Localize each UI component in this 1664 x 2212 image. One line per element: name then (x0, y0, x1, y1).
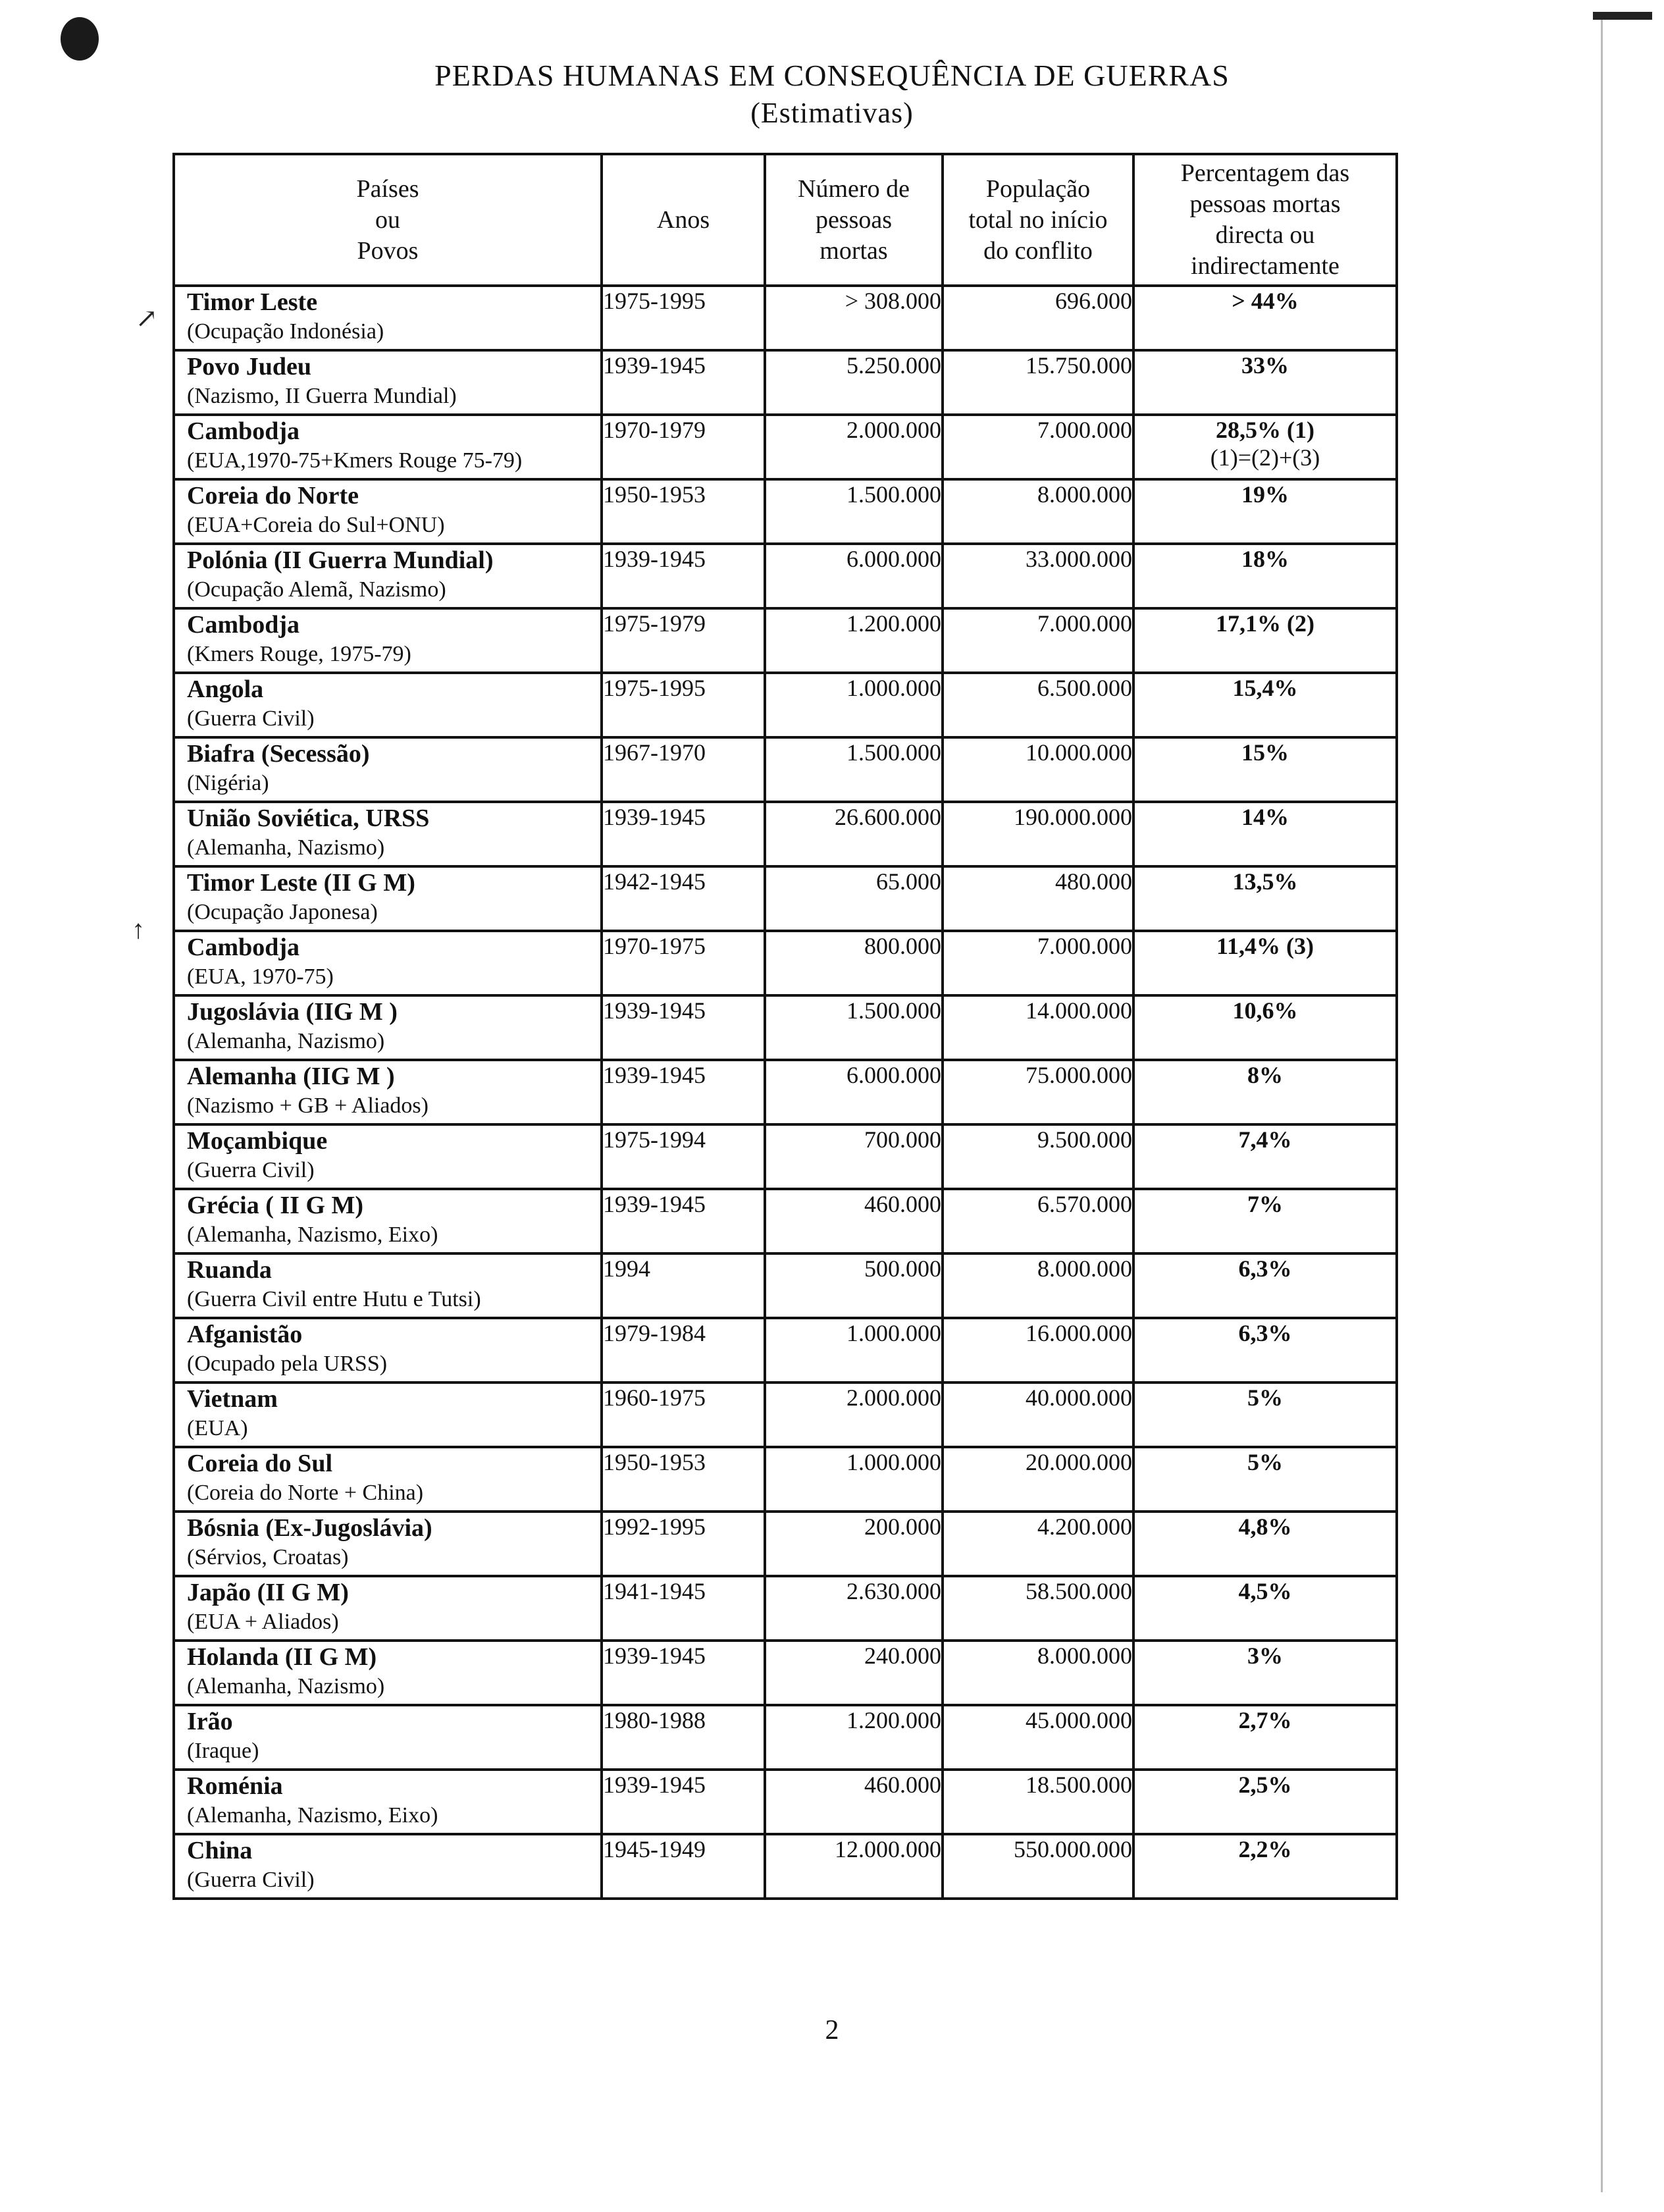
cell-deaths: 5.250.000 (765, 350, 943, 415)
cell-years: 1939-1945 (602, 995, 765, 1060)
cell-country (174, 737, 602, 802)
ink-blot (61, 17, 99, 61)
percentage-value: 11,4% (3) (1216, 933, 1314, 959)
cell-years: 1939-1945 (602, 1770, 765, 1834)
cell-percentage (1133, 1189, 1397, 1253)
percentage-value: 13,5% (1232, 868, 1298, 895)
country-name: Ruanda (187, 1256, 272, 1284)
cell-deaths: 1.000.000 (765, 1447, 943, 1512)
cell-years: 1975-1995 (602, 286, 765, 350)
table-row (174, 1382, 1397, 1447)
cell-years: 1939-1945 (602, 802, 765, 866)
percentage-value: 10,6% (1232, 997, 1298, 1024)
cell-deaths: 1.200.000 (765, 608, 943, 673)
cell-percentage (1133, 1447, 1397, 1512)
cell-country (174, 1253, 602, 1318)
header-population: População total no início do conflito (943, 154, 1133, 286)
percentage-value: 33% (1241, 352, 1289, 379)
table-row (174, 1512, 1397, 1576)
percentage-value: 19% (1241, 481, 1289, 508)
cell-country (174, 1124, 602, 1189)
cell-deaths: 1.500.000 (765, 737, 943, 802)
table-row (174, 737, 1397, 802)
country-note: (Guerra Civil entre Hutu e Tutsi) (187, 1287, 481, 1311)
table-row (174, 608, 1397, 673)
margin-mark-2: ↑ (132, 914, 145, 944)
cell-deaths: 6.000.000 (765, 1060, 943, 1124)
cell-percentage (1133, 544, 1397, 608)
country-name: Timor Leste (187, 288, 318, 316)
country-note: (Alemanha, Nazismo) (187, 835, 385, 860)
cell-country (174, 544, 602, 608)
country-note: (Ocupação Alemã, Nazismo) (187, 577, 446, 602)
cell-years: 1992-1995 (602, 1512, 765, 1576)
scan-edge-mark (1593, 12, 1652, 20)
cell-country (174, 1189, 602, 1253)
table-row (174, 802, 1397, 866)
cell-population: 6.570.000 (943, 1189, 1133, 1253)
header-country: Países ou Povos (174, 154, 602, 286)
cell-deaths: 460.000 (765, 1770, 943, 1834)
table-row (174, 995, 1397, 1060)
cell-years: 1939-1945 (602, 1189, 765, 1253)
cell-percentage (1133, 802, 1397, 866)
country-name: Moçambique (187, 1127, 328, 1155)
percentage-value: 15,4% (1232, 675, 1298, 701)
table-row (174, 286, 1397, 350)
cell-deaths: 1.200.000 (765, 1705, 943, 1770)
cell-years: 1939-1945 (602, 544, 765, 608)
cell-deaths: > 308.000 (765, 286, 943, 350)
table-row (174, 1641, 1397, 1705)
header-years: Anos (602, 154, 765, 286)
cell-percentage (1133, 1576, 1397, 1641)
cell-years: 1975-1995 (602, 673, 765, 737)
table-row (174, 931, 1397, 995)
cell-population: 4.200.000 (943, 1512, 1133, 1576)
cell-years: 1950-1953 (602, 479, 765, 544)
cell-deaths: 500.000 (765, 1253, 943, 1318)
cell-deaths: 6.000.000 (765, 544, 943, 608)
cell-population: 14.000.000 (943, 995, 1133, 1060)
cell-percentage (1133, 673, 1397, 737)
country-note: (Sérvios, Croatas) (187, 1545, 349, 1569)
cell-population: 58.500.000 (943, 1576, 1133, 1641)
cell-country (174, 673, 602, 737)
cell-years: 1970-1975 (602, 931, 765, 995)
cell-deaths: 1.000.000 (765, 673, 943, 737)
cell-population: 33.000.000 (943, 544, 1133, 608)
cell-years: 1939-1945 (602, 350, 765, 415)
cell-deaths: 65.000 (765, 866, 943, 931)
country-name: Bósnia (Ex-Jugoslávia) (187, 1514, 432, 1542)
cell-country (174, 608, 602, 673)
cell-percentage (1133, 995, 1397, 1060)
country-note: (EUA+Coreia do Sul+ONU) (187, 513, 445, 537)
country-name: Timor Leste (II G M) (187, 869, 415, 897)
cell-years: 1939-1945 (602, 1060, 765, 1124)
percentage-value: 2,7% (1238, 1707, 1292, 1733)
country-note: (EUA,1970-75+Kmers Rouge 75-79) (187, 448, 523, 473)
country-name: Angola (187, 675, 264, 703)
cell-percentage (1133, 350, 1397, 415)
country-note: (Nazismo + GB + Aliados) (187, 1093, 429, 1118)
country-name: Cambodja (187, 417, 300, 445)
cell-population: 550.000.000 (943, 1834, 1133, 1899)
margin-mark-1: ↗ (136, 303, 158, 333)
cell-country (174, 1447, 602, 1512)
cell-years: 1980-1988 (602, 1705, 765, 1770)
table-row (174, 866, 1397, 931)
country-name: Grécia ( II G M) (187, 1192, 364, 1219)
percentage-value: 6,3% (1238, 1320, 1292, 1346)
country-note: (Guerra Civil) (187, 706, 315, 731)
cell-deaths: 2.000.000 (765, 415, 943, 479)
percentage-value: 5% (1247, 1384, 1283, 1411)
percentage-value: 28,5% (1) (1216, 417, 1314, 443)
cell-years: 1942-1945 (602, 866, 765, 931)
percentage-value: 7% (1247, 1191, 1283, 1217)
country-name: Coreia do Sul (187, 1450, 333, 1477)
percentage-value: 7,4% (1238, 1126, 1292, 1153)
cell-population: 190.000.000 (943, 802, 1133, 866)
percentage-value: 6,3% (1238, 1255, 1292, 1282)
cell-percentage (1133, 1770, 1397, 1834)
cell-country (174, 802, 602, 866)
table-row (174, 673, 1397, 737)
cell-deaths: 240.000 (765, 1641, 943, 1705)
cell-population: 8.000.000 (943, 479, 1133, 544)
cell-country (174, 866, 602, 931)
cell-percentage (1133, 1124, 1397, 1189)
country-note: (EUA, 1970-75) (187, 964, 334, 989)
country-note: (Ocupado pela URSS) (187, 1352, 388, 1376)
country-note: (Iraque) (187, 1739, 259, 1763)
country-name: China (187, 1837, 253, 1864)
country-note: (Ocupação Japonesa) (187, 900, 378, 924)
cell-population: 15.750.000 (943, 350, 1133, 415)
header-percentage: Percentagem das pessoas mortas directa ou indirectamente (1133, 154, 1397, 286)
cell-years: 1979-1984 (602, 1318, 765, 1382)
cell-percentage (1133, 1060, 1397, 1124)
cell-population: 7.000.000 (943, 415, 1133, 479)
percentage-value: 18% (1241, 546, 1289, 572)
cell-deaths: 700.000 (765, 1124, 943, 1189)
cell-percentage (1133, 415, 1397, 479)
scan-edge-line (1601, 20, 1603, 2192)
percentage-value: 2,5% (1238, 1772, 1292, 1798)
country-name: Cambodja (187, 611, 300, 639)
cell-deaths: 2.630.000 (765, 1576, 943, 1641)
country-note: (Coreia do Norte + China) (187, 1481, 424, 1505)
percentage-value: > 44% (1232, 288, 1299, 314)
country-name: Coreia do Norte (187, 482, 359, 510)
cell-years: 1975-1979 (602, 608, 765, 673)
cell-deaths: 26.600.000 (765, 802, 943, 866)
country-note: (Alemanha, Nazismo, Eixo) (187, 1223, 438, 1247)
page-number: 2 (825, 2015, 839, 2045)
cell-years: 1960-1975 (602, 1382, 765, 1447)
cell-country (174, 350, 602, 415)
table-row (174, 544, 1397, 608)
table-header-row (174, 154, 1397, 286)
cell-deaths: 1.500.000 (765, 479, 943, 544)
country-note: (EUA + Aliados) (187, 1610, 339, 1634)
country-note: (Nazismo, II Guerra Mundial) (187, 384, 457, 408)
table-row (174, 1705, 1397, 1770)
country-note: (Alemanha, Nazismo) (187, 1029, 385, 1053)
cell-country (174, 1060, 602, 1124)
country-name: Polónia (II Guerra Mundial) (187, 546, 494, 574)
country-note: (Kmers Rouge, 1975-79) (187, 642, 411, 666)
cell-country (174, 1834, 602, 1899)
cell-years: 1970-1979 (602, 415, 765, 479)
cell-deaths: 460.000 (765, 1189, 943, 1253)
cell-years: 1945-1949 (602, 1834, 765, 1899)
cell-population: 45.000.000 (943, 1705, 1133, 1770)
percentage-value: 14% (1241, 804, 1289, 830)
country-name: União Soviética, URSS (187, 804, 430, 832)
cell-years: 1950-1953 (602, 1447, 765, 1512)
cell-percentage (1133, 1318, 1397, 1382)
percentage-value: 5% (1247, 1449, 1283, 1475)
percentage-value: 15% (1241, 739, 1289, 766)
percentage-value: 3% (1247, 1643, 1283, 1669)
cell-percentage (1133, 737, 1397, 802)
war-losses-table (172, 153, 1398, 1900)
cell-population: 7.000.000 (943, 931, 1133, 995)
country-note: (Guerra Civil) (187, 1868, 315, 1892)
cell-percentage (1133, 286, 1397, 350)
table-row (174, 1770, 1397, 1834)
cell-population: 8.000.000 (943, 1641, 1133, 1705)
cell-population: 40.000.000 (943, 1382, 1133, 1447)
country-note: (Alemanha, Nazismo) (187, 1674, 385, 1698)
table-row (174, 1576, 1397, 1641)
cell-country (174, 1641, 602, 1705)
table-row (174, 1189, 1397, 1253)
cell-percentage (1133, 866, 1397, 931)
country-note: (Nigéria) (187, 771, 269, 795)
table-row (174, 1253, 1397, 1318)
country-name: Roménia (187, 1772, 283, 1800)
country-name: Afganistão (187, 1321, 303, 1348)
cell-years: 1967-1970 (602, 737, 765, 802)
percentage-value: 8% (1247, 1062, 1283, 1088)
cell-percentage (1133, 1512, 1397, 1576)
country-name: Biafra (Secessão) (187, 740, 370, 768)
percentage-note: (1)=(2)+(3) (1210, 444, 1320, 471)
table-row (174, 1447, 1397, 1512)
cell-population: 20.000.000 (943, 1447, 1133, 1512)
cell-percentage (1133, 1705, 1397, 1770)
country-name: Cambodja (187, 934, 300, 961)
country-note: (EUA) (187, 1416, 248, 1440)
cell-years: 1939-1945 (602, 1641, 765, 1705)
country-name: Alemanha (IIG M ) (187, 1063, 395, 1090)
cell-deaths: 1.500.000 (765, 995, 943, 1060)
cell-deaths: 12.000.000 (765, 1834, 943, 1899)
cell-population: 9.500.000 (943, 1124, 1133, 1189)
country-note: (Guerra Civil) (187, 1158, 315, 1182)
cell-deaths: 1.000.000 (765, 1318, 943, 1382)
header-deaths: Número de pessoas mortas (765, 154, 943, 286)
page-title: PERDAS HUMANAS EM CONSEQUÊNCIA DE GUERRAS (434, 59, 1230, 92)
cell-country (174, 995, 602, 1060)
cell-deaths: 800.000 (765, 931, 943, 995)
table-row (174, 1834, 1397, 1899)
country-name: Jugoslávia (IIG M ) (187, 998, 398, 1026)
cell-population: 7.000.000 (943, 608, 1133, 673)
cell-population: 75.000.000 (943, 1060, 1133, 1124)
table-row (174, 1124, 1397, 1189)
country-name: Irão (187, 1708, 233, 1735)
country-note: (Alemanha, Nazismo, Eixo) (187, 1803, 438, 1828)
cell-percentage (1133, 479, 1397, 544)
percentage-value: 4,8% (1238, 1514, 1292, 1540)
cell-percentage (1133, 1641, 1397, 1705)
cell-years: 1975-1994 (602, 1124, 765, 1189)
cell-population: 10.000.000 (943, 737, 1133, 802)
percentage-value: 2,2% (1238, 1836, 1292, 1862)
cell-country (174, 415, 602, 479)
table-row (174, 415, 1397, 479)
cell-population: 18.500.000 (943, 1770, 1133, 1834)
table-body (174, 286, 1397, 1899)
cell-population: 696.000 (943, 286, 1133, 350)
cell-percentage (1133, 608, 1397, 673)
table-row (174, 479, 1397, 544)
country-name: Japão (II G M) (187, 1579, 349, 1606)
cell-percentage (1133, 1834, 1397, 1899)
cell-country (174, 286, 602, 350)
cell-country (174, 1318, 602, 1382)
country-name: Vietnam (187, 1385, 278, 1413)
cell-deaths: 2.000.000 (765, 1382, 943, 1447)
cell-percentage (1133, 931, 1397, 995)
cell-population: 16.000.000 (943, 1318, 1133, 1382)
cell-years: 1994 (602, 1253, 765, 1318)
page-subtitle: (Estimativas) (750, 97, 914, 129)
table-row (174, 350, 1397, 415)
cell-country (174, 931, 602, 995)
cell-country (174, 1382, 602, 1447)
cell-country (174, 1576, 602, 1641)
cell-years: 1941-1945 (602, 1576, 765, 1641)
cell-percentage (1133, 1253, 1397, 1318)
country-note: (Ocupação Indonésia) (187, 319, 384, 344)
cell-population: 8.000.000 (943, 1253, 1133, 1318)
table-row (174, 1060, 1397, 1124)
cell-country (174, 479, 602, 544)
cell-deaths: 200.000 (765, 1512, 943, 1576)
country-name: Povo Judeu (187, 353, 311, 381)
cell-percentage (1133, 1382, 1397, 1447)
country-name: Holanda (II G M) (187, 1643, 377, 1671)
cell-country (174, 1705, 602, 1770)
cell-population: 6.500.000 (943, 673, 1133, 737)
cell-country (174, 1512, 602, 1576)
cell-population: 480.000 (943, 866, 1133, 931)
percentage-value: 17,1% (2) (1216, 610, 1314, 637)
table-row (174, 1318, 1397, 1382)
percentage-value: 4,5% (1238, 1578, 1292, 1604)
cell-country (174, 1770, 602, 1834)
